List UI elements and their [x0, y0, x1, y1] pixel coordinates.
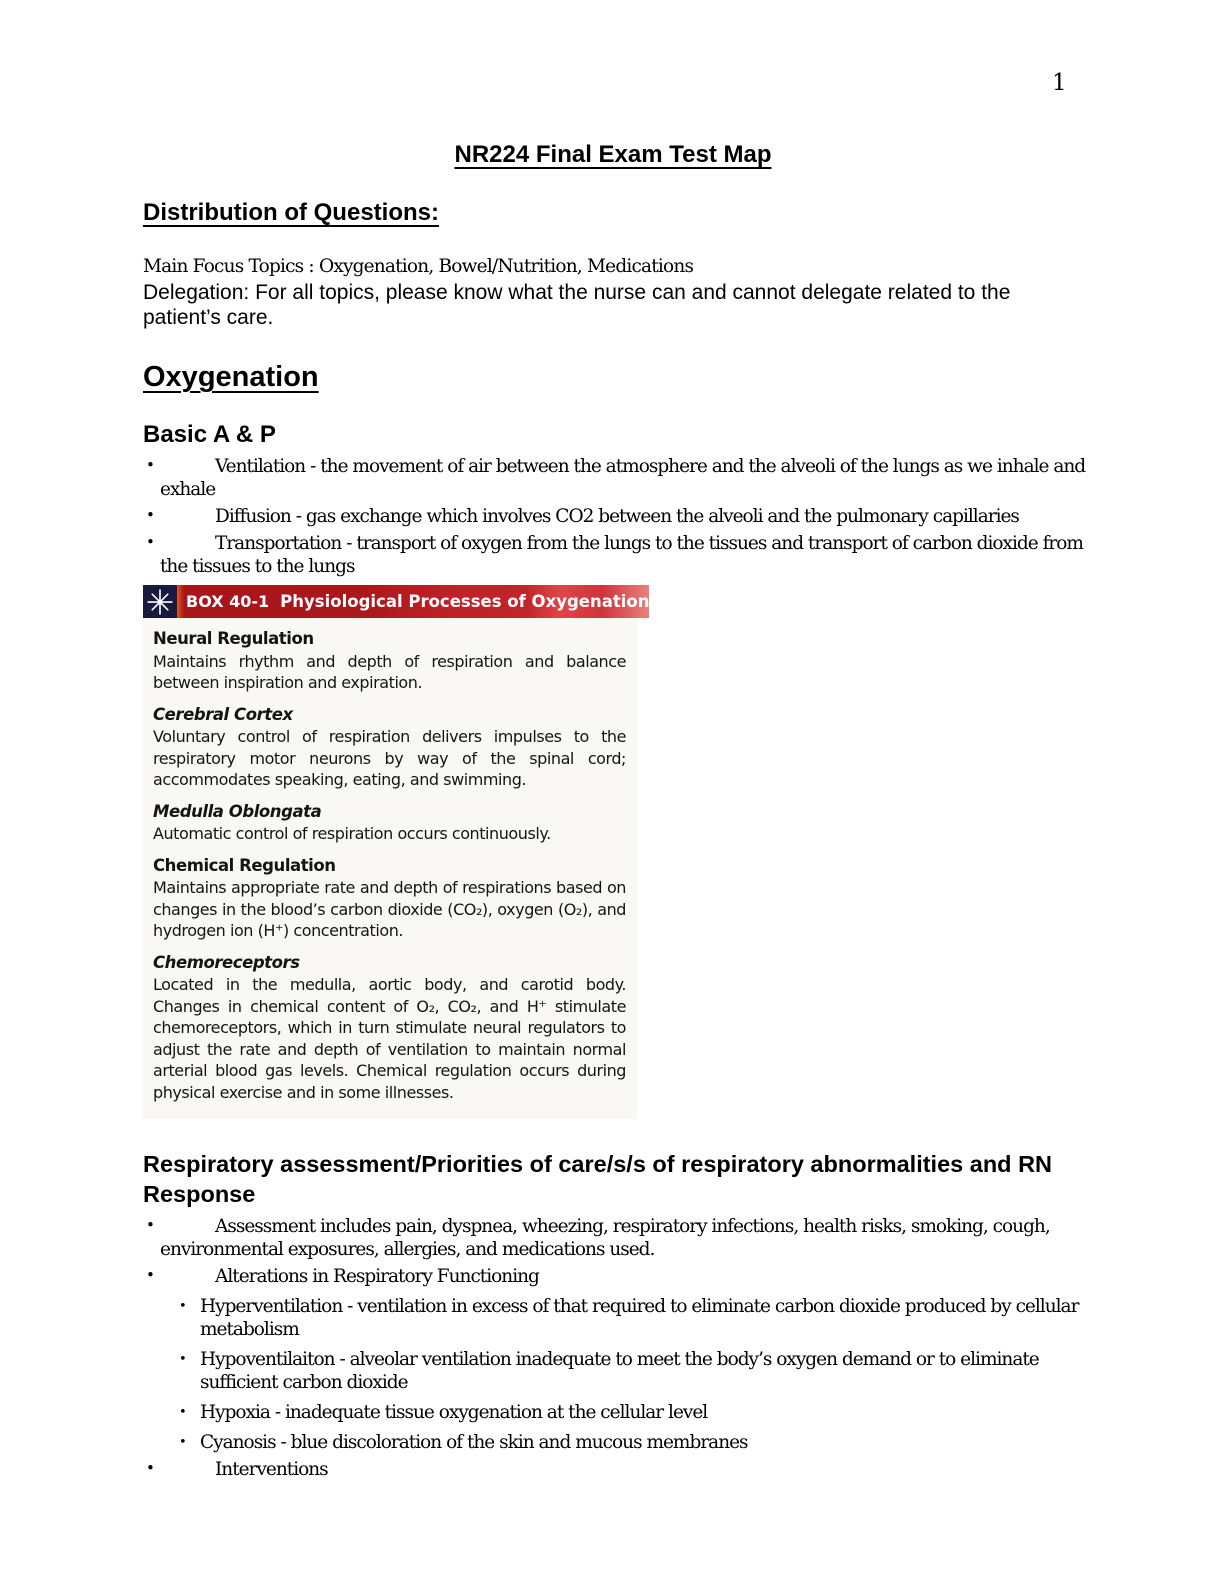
list-item	[143, 1458, 1103, 1481]
main-focus-line: Main Focus Topics : Oxygenation, Bowel/Nutrition, Medications	[143, 256, 694, 277]
list-item-text: Alterations in Respiratory Functioning	[215, 1266, 539, 1287]
list-item	[143, 532, 1103, 578]
box-section-heading: Chemical Regulation	[153, 855, 336, 875]
list-item	[143, 1348, 1103, 1394]
list-item	[143, 1215, 1103, 1261]
box-section-heading: Chemoreceptors	[153, 952, 300, 972]
box-section-chemical-regulation	[153, 855, 626, 942]
document-content	[143, 141, 1108, 1481]
bullet-dot-icon: •	[179, 1405, 186, 1420]
bullet-dot-icon: •	[179, 1435, 186, 1450]
alterations-sublist	[143, 1295, 1103, 1454]
bullet-dot-icon: •	[146, 506, 154, 524]
list-item-text: Hypoxia - inadequate tissue oxygenation at the cellular level	[200, 1402, 708, 1423]
box-section-text: Automatic control of respiration occurs continuously.	[153, 824, 551, 843]
list-item	[143, 505, 1103, 528]
box-40-1-figure	[143, 585, 650, 1119]
bullet-dot-icon: •	[146, 456, 154, 474]
list-item-text: Diffusion - gas exchange which involves CO2 between the alveoli and the pulmonary capillaries	[215, 506, 1019, 527]
basic-ap-list	[143, 455, 1103, 578]
box-section-heading: Cerebral Cortex	[153, 704, 293, 724]
box-label: BOX 40-1	[186, 592, 270, 611]
list-item	[143, 1265, 1103, 1454]
bullet-dot-icon: •	[146, 1216, 154, 1234]
distribution-heading: Distribution of Questions:	[143, 199, 439, 226]
list-item	[143, 1295, 1103, 1341]
bullet-dot-icon: •	[146, 1459, 154, 1477]
box-section-text: Voluntary control of respiration delivers impulses to the respiratory motor neurons by way of the spinal cord; accommodates speaking, eating, and swimming.	[153, 727, 626, 789]
box-section-cerebral-cortex	[153, 704, 626, 791]
respiratory-list	[143, 1215, 1103, 1481]
box-section-text: Located in the medulla, aortic body, and carotid body. Changes in chemical content of O₂, CO₂, and H⁺ stimulate chemoreceptors, which in turn stimulate neural regulators to adjust the rate and depth of ventilation to maintain normal arterial blood gas levels. Chemical regulation occurs during physical exercise and in some illnesses.	[153, 975, 626, 1102]
box-section-text: Maintains appropriate rate and depth of respirations based on changes in the blood’s carbon dioxide (CO₂), oxygen (O₂), and hydrogen ion (H⁺) concentration.	[153, 878, 626, 940]
box-40-1-header	[143, 585, 650, 618]
basic-ap-heading: Basic A & P	[143, 421, 276, 448]
starburst-icon	[143, 585, 177, 618]
bullet-dot-icon: •	[146, 1266, 154, 1284]
bullet-dot-icon: •	[146, 533, 154, 551]
list-item-text: Cyanosis - blue discoloration of the skin and mucous membranes	[200, 1432, 748, 1453]
box-section-heading: Neural Regulation	[153, 629, 314, 648]
list-item	[143, 1401, 1103, 1424]
respiratory-heading: Respiratory assessment/Priorities of care/s/s of respiratory abnormalities and RN Response	[143, 1151, 1053, 1207]
list-item-text: Hypoventilaiton - alveolar ventilation inadequate to meet the body’s oxygen demand or to eliminate sufficient carbon dioxide	[200, 1349, 1039, 1393]
box-40-1-banner	[177, 585, 649, 618]
list-item-text: Hyperventilation - ventilation in excess of that required to eliminate carbon dioxide produced by cellular metabolism	[200, 1296, 1079, 1340]
list-item-text: Assessment includes pain, dyspnea, wheezing, respiratory infections, health risks, smoking, cough, environmental exposures, allergies, and medications used.	[160, 1216, 1050, 1260]
list-item-text: Interventions	[215, 1459, 328, 1480]
list-item	[143, 1431, 1103, 1454]
box-section-medulla-oblongata	[153, 801, 626, 845]
box-section-chemoreceptors	[153, 952, 626, 1104]
box-40-1-body	[143, 618, 637, 1119]
box-section-heading: Medulla Oblongata	[153, 801, 322, 821]
oxygenation-heading: Oxygenation	[143, 361, 319, 393]
page-number: 1	[1052, 70, 1067, 96]
box-section-text: Maintains rhythm and depth of respiration and balance between inspiration and expiration.	[153, 651, 626, 692]
box-title: Physiological Processes of Oxygenation	[280, 592, 650, 611]
list-item-text: Ventilation - the movement of air between the atmosphere and the alveoli of the lungs as we inhale and exhale	[160, 456, 1086, 500]
list-item-text: Transportation - transport of oxygen from the lungs to the tissues and transport of carbon dioxide from the tissues to the lungs	[160, 533, 1083, 577]
document-title: NR224 Final Exam Test Map	[454, 141, 772, 168]
delegation-line: Delegation: For all topics, please know what the nurse can and cannot delegate related to the patient’s care.	[143, 281, 1011, 329]
box-section-neural-regulation	[153, 628, 626, 694]
list-item	[143, 455, 1103, 501]
bullet-dot-icon: •	[179, 1299, 186, 1314]
bullet-dot-icon: •	[179, 1352, 186, 1367]
